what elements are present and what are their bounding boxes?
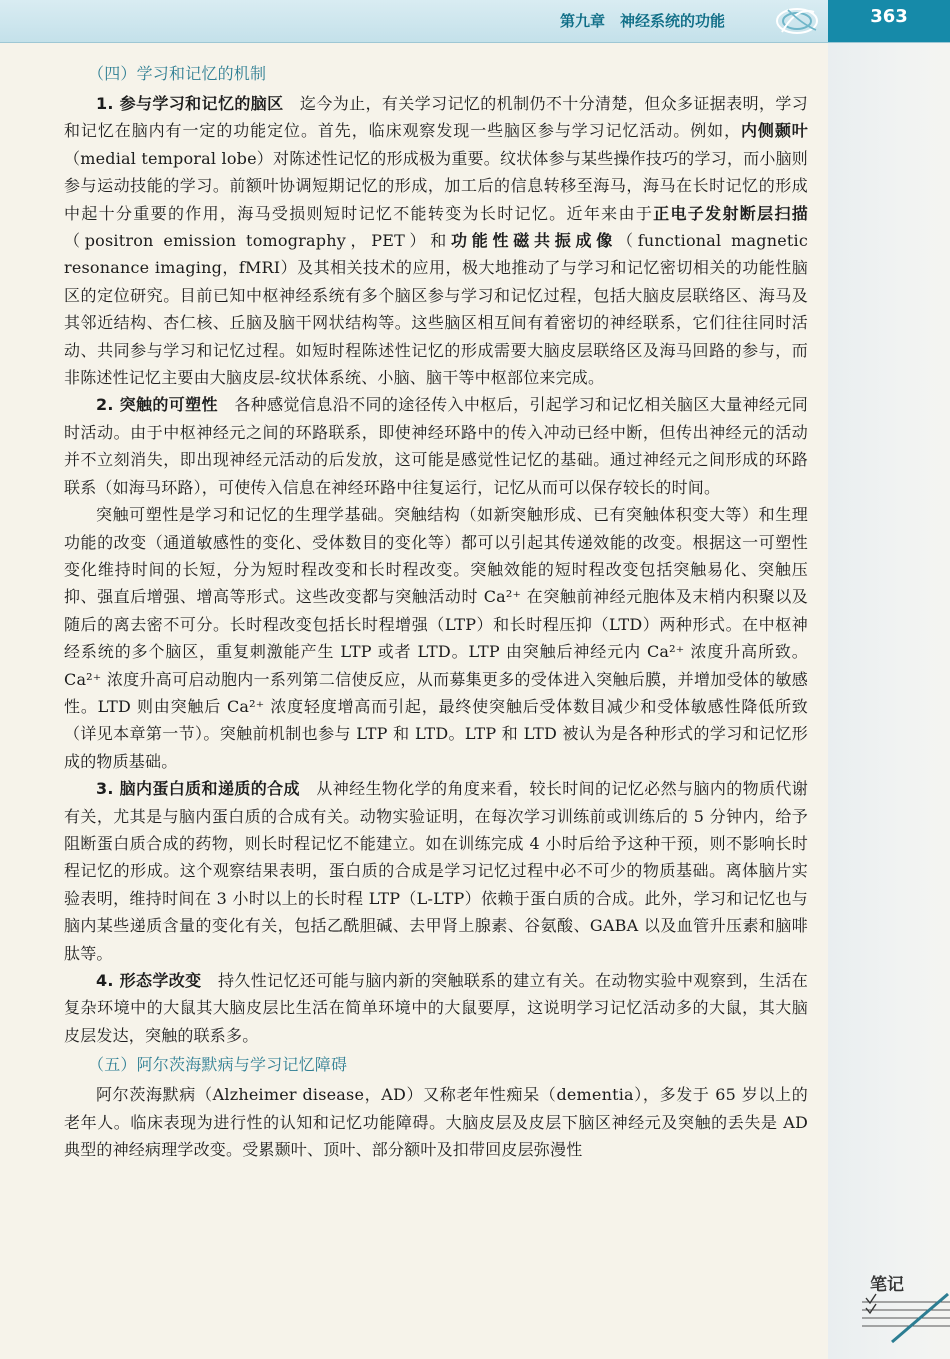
term: 正电子发射断层扫描 xyxy=(653,203,808,223)
section-title-4: （四）学习和记忆的机制 xyxy=(88,64,267,83)
paragraph-text: （functional magnetic resonance imaging，fMRI）及其相关技术的应用，极大地推动了与学习和记忆密切相关的功能性脑区的定位研究。目前已知中枢神经系统有多个脑区参与学习和记忆过程，包括大脑皮层联络区、海马及其邻近结构、杏仁核、丘脑及脑干网状结构等。这些脑区相互间有着密切的神经联系，它们往往同时活动、共同参与学习和记忆过程。如短时程陈述性记忆的形成需要大脑皮层联络区及海马回路的参与，而非陈述性记忆主要由大脑皮层-纹状体系统、小脑、脑干等中枢部位来完成。 xyxy=(64,231,809,388)
paragraph-morphology xyxy=(64,967,808,1049)
paragraph-text: 持久性记忆还可能与脑内新的突触联系的建立有关。在动物实验中观察到，生活在复杂环境中的大鼠其大脑皮层比生活在简单环境中的大鼠要厚，这说明学习记忆活动多的大鼠，其大脑皮层发达，突触的联系多。 xyxy=(64,971,808,1045)
chapter-swirl-icon xyxy=(770,2,824,40)
paragraph-alzheimer: 阿尔茨海默病（Alzheimer disease，AD）又称老年性痴呆（dementia），多发于 65 岁以上的老年人。临床表现为进行性的认知和记忆功能障碍。大脑皮层及皮层下脑区神经元及突触的丢失是 AD 典型的神经病理学改变。受累颞叶、顶叶、部分额叶及扣带回皮层弥漫性 xyxy=(64,1085,808,1160)
paragraph-synaptic-plasticity xyxy=(64,391,808,501)
paragraph-heading: 2. 突触的可塑性 xyxy=(96,395,218,415)
notes-area xyxy=(862,1270,950,1350)
term: 功能性磁共振成像 xyxy=(451,231,617,251)
body-text xyxy=(64,58,808,1163)
paragraph-text: 迄今为止，有关学习记忆的机制仍不十分清楚，但众多证据表明，学习和记忆在脑内有一定的功能定位。首先，临床观察发现一些脑区参与学习记忆活动。例如， xyxy=(64,94,808,141)
page-number: 363 xyxy=(828,0,950,42)
paragraph-text: （medial temporal lobe）对陈述性记忆的形成极为重要。纹状体参与某些操作技巧的学习，而小脑则参与运动技能的学习。前额叶协调短期记忆的形成，加工后的信息转移至海马，海马在长时记忆的形成中起十分重要的作用，海马受损则短时记忆不能转变为长时记忆。近年来由于 xyxy=(64,148,808,223)
notes-lines-icon xyxy=(862,1292,950,1350)
paragraph-text: 从神经生物化学的角度来看，较长时间的记忆必然与脑内的物质代谢有关，尤其是与脑内蛋白质的合成有关。动物实验证明，在每次学习训练前或训练后的 5 分钟内，给予阻断蛋白质合成的药物，则长时程记忆不能建立。如在训练完成 4 小时后给予这种干预，则不影响长时程记忆的形成。这个观察结果表明，蛋白质的合成是学习记忆过程中必不可少的物质基础。离体脑片实验表明，维持时间在 3 小时以上的长时程 LTP（L-LTP）依赖于蛋白质的合成。此外，学习和记忆也与脑内某些递质含量的变化有关，包括乙酰胆碱、去甲肾上腺素、谷氨酸、GABA 以及血管升压素和脑啡肽等。 xyxy=(64,779,808,963)
term: 内侧颞叶 xyxy=(741,121,808,141)
paragraph-heading: 3. 脑内蛋白质和递质的合成 xyxy=(96,779,300,799)
paragraph-brain-regions xyxy=(64,90,808,391)
paragraph-heading: 4. 形态学改变 xyxy=(96,971,202,990)
notes-label: 笔记 xyxy=(870,1275,904,1295)
chapter-title: 第九章 神经系统的功能 xyxy=(560,12,726,30)
paragraph-protein-synthesis xyxy=(64,775,808,967)
paragraph-text: 各种感觉信息沿不同的途径传入中枢后，引起学习和记忆相关脑区大量神经元同时活动。由于中枢神经元之间的环路联系，即使神经环路中的传入冲动已经中断，但传出神经元的活动并不立刻消失，即出现神经元活动的后发放，这可能是感觉性记忆的基础。通过神经元之间形成的环路联系（如海马环路），可使传入信息在神经环路中往复运行，记忆从而可以保存较长的时间。 xyxy=(64,395,808,497)
paragraph-plasticity-basis: 突触可塑性是学习和记忆的生理学基础。突触结构（如新突触形成、已有突触体积变大等）和生理功能的改变（通道敏感性的变化、受体数目的变化等）都可以引起其传递效能的改变。根据这一可塑性变化维持时间的长短，分为短时程改变和长时程改变。突触效能的短时程改变包括突触易化、突触压抑、强直后增强、增高等形式。这些改变都与突触活动时 Ca²⁺ 在突触前神经元胞体及末梢内积聚以及随后的离去密不可分。长时程改变包括长时程增强（LTP）和长时程压抑（LTD）两种形式。在中枢神经系统的多个脑区，重复刺激能产生 LTP 或者 LTD。LTP 由突触后神经元内 Ca²⁺ 浓度升高所致。Ca²⁺ 浓度升高可启动胞内一系列第二信使反应，从而募集更多的受体进入突触后膜，并增加受体的敏感性。LTD 则由突触后 Ca²⁺ 浓度轻度增高而引起，最终使突触后受体数目减少和受体敏感性降低所致（详见本章第一节）。突触前机制也参与 LTP 和 LTD。LTP 和 LTD 被认为是各种形式的学习和记忆形成的物质基础。 xyxy=(64,505,808,771)
paragraph-text: （positron emission tomography，PET）和 xyxy=(64,231,451,251)
section-title-5: （五）阿尔茨海默病与学习记忆障碍 xyxy=(88,1055,348,1075)
paragraph-heading: 1. 参与学习和记忆的脑区 xyxy=(96,94,284,113)
margin-sidebar xyxy=(828,0,950,1359)
